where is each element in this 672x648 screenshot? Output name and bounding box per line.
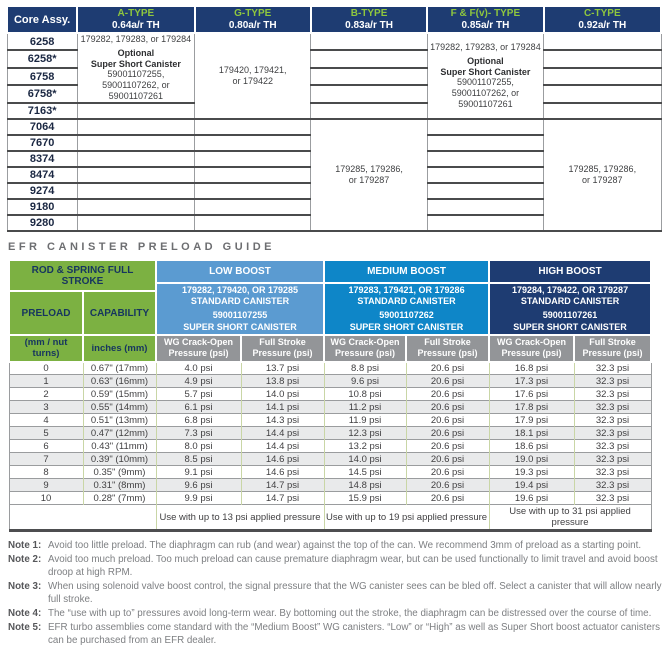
- high-wg-pressure: 18.1 psi: [489, 427, 574, 440]
- low-standard-models: 179282, 179420, OR 179285: [181, 284, 299, 295]
- col-header-g-type: [195, 6, 311, 33]
- high-wg-pressure: 16.8 psi: [489, 362, 574, 375]
- preload-data-row: [9, 453, 651, 466]
- low-full-stroke-pressure: 14.4 psi: [241, 440, 324, 453]
- capability-inches: 0.47" (12mm): [83, 427, 156, 440]
- medium-boost-pressure-limit: Use with up to 19 psi applied pressure: [324, 505, 489, 531]
- note-2: [8, 554, 666, 580]
- c-type-name: C-TYPE: [583, 8, 621, 19]
- a-type-part-2: 59001107262, or: [102, 80, 170, 91]
- core-assy-header: [7, 6, 77, 33]
- empty-cell: [77, 119, 194, 135]
- low-super-short-label: SUPER SHORT CANISTER: [183, 321, 297, 332]
- b-type-name: B-TYPE: [350, 8, 388, 19]
- col-header-a-type: [77, 6, 194, 33]
- core-table-header-row: [7, 6, 661, 33]
- medium-super-short-label: SUPER SHORT CANISTER: [349, 321, 464, 332]
- preload-header: PRELOAD: [9, 291, 83, 334]
- a-type-name: A-TYPE: [117, 8, 155, 19]
- units-subheader-row: [9, 335, 651, 362]
- medium-full-stroke-pressure: 20.6 psi: [406, 414, 489, 427]
- empty-cell: [77, 215, 194, 231]
- high-boost-header: HIGH BOOST: [489, 260, 651, 283]
- c-type-models-2: or 179287: [582, 174, 623, 185]
- capability-inches: 0.51" (13mm): [83, 414, 156, 427]
- high-wg-pressure: 19.6 psi: [489, 492, 574, 505]
- wg-header-line1: WG Crack-Open: [330, 337, 400, 348]
- high-full-stroke-pressure: 32.3 psi: [574, 414, 651, 427]
- low-wg-pressure: 7.3 psi: [156, 427, 241, 440]
- low-wg-pressure: 9.9 psi: [156, 492, 241, 505]
- high-full-stroke-pressure: 32.3 psi: [574, 401, 651, 414]
- note-4-label: Note 4:: [8, 607, 42, 619]
- preload-turns: 6: [9, 440, 83, 453]
- low-wg-pressure: 8.0 psi: [156, 440, 241, 453]
- high-full-stroke-header: [574, 335, 651, 362]
- high-full-stroke-pressure: 32.3 psi: [574, 375, 651, 388]
- medium-wg-pressure: 10.8 psi: [324, 388, 406, 401]
- capability-inches: 0.55" (14mm): [83, 401, 156, 414]
- medium-full-stroke-pressure: 20.6 psi: [406, 401, 489, 414]
- note-3-label: Note 3:: [8, 581, 42, 593]
- medium-full-stroke-header: [406, 335, 489, 362]
- core-assy-label: 6258*: [7, 50, 77, 67]
- fs-header-line1: Full Stroke: [589, 337, 636, 348]
- fs-header-line2: Pressure (psi): [582, 348, 643, 359]
- medium-standard-label: STANDARD CANISTER: [357, 296, 456, 307]
- medium-wg-pressure: 11.2 psi: [324, 401, 406, 414]
- empty-cell: [427, 119, 543, 135]
- empty-cell: [311, 85, 427, 102]
- empty-cell: [77, 103, 194, 119]
- empty-cell: [544, 68, 661, 85]
- capability-inches: 0.67" (17mm): [83, 362, 156, 375]
- low-full-stroke-pressure: 13.8 psi: [241, 375, 324, 388]
- preload-data-row: [9, 414, 651, 427]
- empty-cell: [311, 33, 427, 50]
- high-full-stroke-pressure: 32.3 psi: [574, 362, 651, 375]
- empty-cell: [544, 50, 661, 67]
- notes-section: [6, 540, 666, 647]
- a-type-optional-label: Optional: [117, 47, 155, 58]
- preload-turns: 5: [9, 427, 83, 440]
- b-type-models-1: 179285, 179286,: [335, 163, 403, 174]
- preload-table-body: [9, 362, 651, 505]
- low-full-stroke-pressure: 14.1 psi: [241, 401, 324, 414]
- note-2-text: Avoid too much preload. Too much preload can cause premature diaphragm wear, but can be used functionally to limit travel and avoid boost droop at high RPM.: [48, 554, 658, 579]
- c-type-spec: 0.92a/r TH: [578, 19, 627, 31]
- core-assy-label: 8474: [7, 167, 77, 183]
- capability-unit-header: inches (mm): [83, 335, 156, 362]
- empty-cell: [77, 183, 194, 199]
- preload-data-row: [9, 362, 651, 375]
- wg-header-line1: WG Crack-Open: [163, 337, 233, 348]
- low-wg-pressure: 4.0 psi: [156, 362, 241, 375]
- c-type-canister-cell: [544, 119, 661, 231]
- preload-data-row: [9, 440, 651, 453]
- f-type-models: 179282, 179283, or 179284: [430, 42, 541, 52]
- medium-boost-header: MEDIUM BOOST: [324, 260, 489, 283]
- preload-data-row: [9, 401, 651, 414]
- low-full-stroke-pressure: 14.7 psi: [241, 492, 324, 505]
- low-full-stroke-pressure: 14.6 psi: [241, 453, 324, 466]
- high-super-short-part: 59001107261: [542, 310, 598, 321]
- high-full-stroke-pressure: 32.3 psi: [574, 427, 651, 440]
- medium-boost-canister-info: [324, 283, 489, 335]
- low-wg-pressure: 9.1 psi: [156, 466, 241, 479]
- empty-cell: [195, 119, 311, 135]
- high-wg-crack-open-header: [489, 335, 574, 362]
- core-assy-label: 8374: [7, 151, 77, 167]
- empty-cell: [77, 135, 194, 151]
- medium-super-short-part: 59001107262: [379, 310, 434, 321]
- high-wg-pressure: 19.4 psi: [489, 479, 574, 492]
- core-assy-label: 6258: [7, 33, 77, 50]
- high-wg-pressure: 17.6 psi: [489, 388, 574, 401]
- preload-turns: 9: [9, 479, 83, 492]
- a-type-super-short-label: Super Short Canister: [90, 58, 181, 69]
- empty-cell: [427, 199, 543, 215]
- fs-header-line2: Pressure (psi): [252, 348, 313, 359]
- c-type-models-1: 179285, 179286,: [568, 163, 637, 174]
- low-full-stroke-pressure: 13.7 psi: [241, 362, 324, 375]
- low-full-stroke-pressure: 14.4 psi: [241, 427, 324, 440]
- b-type-spec: 0.83a/r TH: [345, 19, 393, 31]
- g-type-models-1: 179420, 179421,: [218, 65, 287, 76]
- preload-turns: 3: [9, 401, 83, 414]
- low-boost-pressure-limit: Use with up to 13 psi applied pressure: [156, 505, 324, 531]
- empty-cell: [195, 199, 311, 215]
- preload-data-row: [9, 466, 651, 479]
- preload-data-row: [9, 388, 651, 401]
- f-type-part-3: 59001107261: [458, 98, 513, 109]
- medium-wg-pressure: 8.8 psi: [324, 362, 406, 375]
- wg-header-line2: Pressure (psi): [501, 348, 562, 359]
- low-full-stroke-pressure: 14.0 psi: [241, 388, 324, 401]
- medium-full-stroke-pressure: 20.6 psi: [406, 466, 489, 479]
- medium-full-stroke-pressure: 20.6 psi: [406, 440, 489, 453]
- a-type-part-1: 59001107255,: [107, 69, 165, 80]
- high-wg-pressure: 17.8 psi: [489, 401, 574, 414]
- empty-cell: [77, 167, 194, 183]
- high-wg-pressure: 17.3 psi: [489, 375, 574, 388]
- f-type-part-2: 59001107262, or: [451, 88, 520, 99]
- preload-unit-header: (mm / nut turns): [9, 335, 83, 362]
- high-standard-models: 179284, 179422, OR 179287: [511, 284, 629, 295]
- empty-cell: [195, 135, 311, 151]
- a-type-part-3: 59001107261: [108, 90, 164, 101]
- g-type-name: G-TYPE: [234, 8, 272, 19]
- medium-full-stroke-pressure: 20.6 psi: [406, 362, 489, 375]
- medium-wg-pressure: 12.3 psi: [324, 427, 406, 440]
- note-1-label: Note 1:: [8, 540, 42, 552]
- high-wg-pressure: 18.6 psi: [489, 440, 574, 453]
- empty-cell: [427, 167, 543, 183]
- medium-full-stroke-pressure: 20.6 psi: [406, 492, 489, 505]
- capability-inches: 0.59" (15mm): [83, 388, 156, 401]
- core-assy-label: 6758*: [7, 85, 77, 102]
- medium-wg-pressure: 14.5 psi: [324, 466, 406, 479]
- core-assy-header-label: Core Assy.: [13, 13, 71, 26]
- capability-inches: 0.28" (7mm): [83, 492, 156, 505]
- low-full-stroke-pressure: 14.7 psi: [241, 479, 324, 492]
- applied-pressure-row: [9, 505, 651, 531]
- core-row-7163s: [7, 103, 661, 119]
- high-boost-pressure-limit: Use with up to 31 psi applied pressure: [489, 505, 651, 531]
- preload-turns: 0: [9, 362, 83, 375]
- note-5-label: Note 5:: [8, 621, 42, 633]
- core-assy-label: 9280: [7, 215, 77, 231]
- high-standard-label: STANDARD CANISTER: [520, 296, 620, 307]
- a-type-spec: 0.64a/r TH: [111, 19, 160, 31]
- preload-turns: 4: [9, 414, 83, 427]
- note-3: [8, 581, 666, 607]
- f-type-spec: 0.85a/r TH: [461, 19, 510, 31]
- empty-cell: [427, 183, 543, 199]
- empty-cell: [77, 151, 194, 167]
- footer-empty-cell: [9, 505, 156, 531]
- capability-inches: 0.39" (10mm): [83, 453, 156, 466]
- empty-cell: [544, 85, 661, 102]
- core-row-6258: [7, 33, 661, 50]
- empty-cell: [544, 33, 661, 50]
- low-boost-header: LOW BOOST: [156, 260, 324, 283]
- g-type-models-2: or 179422: [232, 75, 273, 86]
- note-2-label: Note 2:: [8, 554, 42, 566]
- note-3-text: When using solenoid valve boost control, the signal pressure that the WG canister sees can be bled off. Select a canister that will allow nearly full stroke.: [48, 581, 662, 605]
- empty-cell: [427, 151, 543, 167]
- low-standard-label: STANDARD CANISTER: [190, 296, 290, 307]
- g-type-canister-cell: [195, 33, 311, 119]
- empty-cell: [195, 167, 311, 183]
- low-wg-pressure: 9.6 psi: [156, 479, 241, 492]
- empty-cell: [77, 199, 194, 215]
- empty-cell: [195, 151, 311, 167]
- empty-cell: [311, 103, 427, 119]
- note-1: [8, 540, 666, 553]
- preload-turns: 2: [9, 388, 83, 401]
- medium-full-stroke-pressure: 20.6 psi: [406, 375, 489, 388]
- note-4: [8, 608, 666, 621]
- core-assy-label: 7670: [7, 135, 77, 151]
- empty-cell: [544, 103, 661, 119]
- preload-turns: 10: [9, 492, 83, 505]
- preload-data-row: [9, 427, 651, 440]
- wg-header-line2: Pressure (psi): [335, 348, 396, 359]
- preload-turns: 8: [9, 466, 83, 479]
- capability-header: CAPABILITY: [83, 291, 156, 334]
- medium-wg-pressure: 15.9 psi: [324, 492, 406, 505]
- note-1-text: Avoid too little preload. The diaphragm can rub (and wear) against the top of the can. We recommend 3mm of preload as a starting point.: [48, 540, 642, 552]
- low-wg-pressure: 5.7 psi: [156, 388, 241, 401]
- high-full-stroke-pressure: 32.3 psi: [574, 479, 651, 492]
- preload-data-row: [9, 375, 651, 388]
- empty-cell: [311, 68, 427, 85]
- medium-wg-crack-open-header: [324, 335, 406, 362]
- high-wg-pressure: 19.3 psi: [489, 466, 574, 479]
- col-header-f-type: [427, 6, 543, 33]
- low-full-stroke-pressure: 14.3 psi: [241, 414, 324, 427]
- b-type-models-2: or 179287: [348, 174, 390, 185]
- capability-inches: 0.43" (11mm): [83, 440, 156, 453]
- f-type-name: F & F(v)- TYPE: [450, 8, 521, 19]
- high-full-stroke-pressure: 32.3 psi: [574, 492, 651, 505]
- empty-cell: [195, 183, 311, 199]
- low-wg-pressure: 8.5 psi: [156, 453, 241, 466]
- capability-inches: 0.63" (16mm): [83, 375, 156, 388]
- wg-header-line2: Pressure (psi): [168, 348, 229, 359]
- high-wg-pressure: 19.0 psi: [489, 453, 574, 466]
- core-assy-label: 9180: [7, 199, 77, 215]
- core-assy-label: 6758: [7, 68, 77, 85]
- medium-wg-pressure: 11.9 psi: [324, 414, 406, 427]
- medium-wg-pressure: 14.8 psi: [324, 479, 406, 492]
- preload-guide-heading: EFR CANISTER PRELOAD GUIDE: [8, 240, 276, 253]
- capability-inches: 0.35" (9mm): [83, 466, 156, 479]
- core-assy-label: 7064: [7, 119, 77, 135]
- fs-header-line1: Full Stroke: [259, 337, 306, 348]
- preload-turns: 7: [9, 453, 83, 466]
- empty-cell: [311, 50, 427, 67]
- fs-header-line2: Pressure (psi): [417, 348, 478, 359]
- empty-cell: [195, 215, 311, 231]
- empty-cell: [427, 135, 543, 151]
- high-full-stroke-pressure: 32.3 psi: [574, 453, 651, 466]
- low-full-stroke-header: [241, 335, 324, 362]
- medium-wg-pressure: 13.2 psi: [324, 440, 406, 453]
- preload-data-row: [9, 492, 651, 505]
- medium-wg-pressure: 14.0 psi: [324, 453, 406, 466]
- wg-header-line1: WG Crack-Open: [497, 337, 567, 348]
- high-full-stroke-pressure: 32.3 psi: [574, 440, 651, 453]
- boost-title-row: [9, 260, 651, 283]
- g-type-spec: 0.80a/r TH: [228, 19, 277, 31]
- f-type-super-short-label: Super Short Canister: [440, 66, 531, 77]
- preload-turns: 1: [9, 375, 83, 388]
- note-4-text: The “use with up to” pressures avoid long-term wear. By bottoming out the stroke, the diaphragm can be distressed over the course of time.: [48, 607, 652, 619]
- f-type-canister-cell: [427, 33, 543, 119]
- col-header-b-type: [311, 6, 427, 33]
- core-row-7064: [7, 119, 661, 135]
- low-boost-canister-info: [156, 283, 324, 335]
- high-full-stroke-pressure: 32.3 psi: [574, 466, 651, 479]
- low-full-stroke-pressure: 14.6 psi: [241, 466, 324, 479]
- f-type-part-1: 59001107255,: [456, 77, 514, 88]
- core-assy-label: 7163*: [7, 103, 77, 119]
- low-wg-pressure: 6.1 psi: [156, 401, 241, 414]
- fs-header-line1: Full Stroke: [424, 337, 471, 348]
- rod-spring-header: ROD & SPRING FULL STROKE: [9, 260, 156, 292]
- capability-inches: 0.31" (8mm): [83, 479, 156, 492]
- note-5-text: EFR turbo assemblies come standard with the “Medium Boost” WG canisters. “Low” or “High” as well as Super Short boost actuator canisters can be purchased from an EFR dealer.: [48, 621, 660, 646]
- col-header-c-type: [544, 6, 661, 33]
- core-assembly-table: [6, 5, 662, 232]
- medium-standard-models: 179283, 179421, OR 179286: [348, 284, 465, 295]
- high-full-stroke-pressure: 32.3 psi: [574, 388, 651, 401]
- preload-table: [8, 259, 652, 533]
- f-type-optional-label: Optional: [467, 55, 504, 66]
- preload-data-row: [9, 479, 651, 492]
- a-type-canister-cell: [77, 33, 194, 103]
- low-wg-pressure: 4.9 psi: [156, 375, 241, 388]
- low-wg-pressure: 6.8 psi: [156, 414, 241, 427]
- medium-wg-pressure: 9.6 psi: [324, 375, 406, 388]
- b-type-canister-cell: [311, 119, 427, 231]
- medium-full-stroke-pressure: 20.6 psi: [406, 388, 489, 401]
- medium-full-stroke-pressure: 20.6 psi: [406, 479, 489, 492]
- low-super-short-part: 59001107255: [212, 310, 268, 321]
- core-assy-label: 9274: [7, 183, 77, 199]
- a-type-models: 179282, 179283, or 179284: [80, 34, 192, 44]
- medium-full-stroke-pressure: 20.6 psi: [406, 453, 489, 466]
- empty-cell: [427, 215, 543, 231]
- high-boost-canister-info: [489, 283, 651, 335]
- high-super-short-label: SUPER SHORT CANISTER: [513, 321, 627, 332]
- low-wg-crack-open-header: [156, 335, 241, 362]
- high-wg-pressure: 17.9 psi: [489, 414, 574, 427]
- medium-full-stroke-pressure: 20.6 psi: [406, 427, 489, 440]
